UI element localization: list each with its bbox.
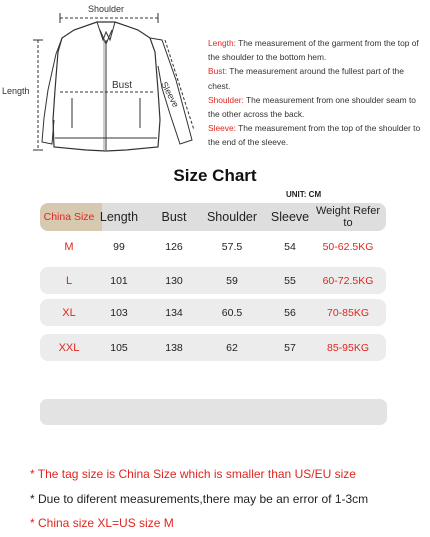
definition-text: The measurement from the top of the shoulder to the end of the sleeve. [208, 123, 421, 148]
definition-text: The measurement from one shoulder seam to the other across the back. [208, 94, 416, 120]
shoulder-cell: 59 [226, 274, 238, 287]
size-notes [30, 462, 368, 536]
sleeve-cell: 54 [284, 240, 296, 253]
definition-term: Sleeve: [208, 123, 236, 134]
definition-length [208, 36, 426, 64]
jacket-outline-image [0, 0, 205, 165]
size-cell: L [65, 274, 73, 287]
header-china-size: China Size [43, 211, 95, 223]
blank-row-bar [40, 399, 387, 425]
shoulder-cell: 62 [226, 341, 238, 354]
sleeve-cell: 55 [284, 274, 296, 287]
weight-cell: 70-85KG [326, 306, 370, 319]
size-cell: M [64, 240, 74, 253]
definition-shoulder [208, 93, 426, 121]
sleeve-cell: 56 [284, 306, 296, 319]
weight-cell: 85-95KG [326, 341, 370, 354]
shoulder-cell: 57.5 [221, 240, 243, 253]
shoulder-label: Shoulder [88, 4, 125, 14]
sleeve-cell: 57 [284, 341, 296, 354]
note-size-conversion: * China size XL=US size M [30, 516, 174, 530]
unit-label: UNIT: CM [286, 190, 322, 199]
definition-sleeve [208, 121, 426, 149]
length-cell: 103 [110, 306, 128, 319]
size-cell: XL [62, 306, 76, 319]
header-shoulder: Shoulder [206, 210, 258, 224]
bust-cell: 134 [165, 306, 183, 319]
note-tag-size: * The tag size is China Size which is smaller than US/EU size [30, 467, 356, 481]
definition-term: Length: [208, 38, 236, 48]
bust-label: Bust [112, 80, 133, 91]
table-row [40, 233, 386, 260]
definition-text: The measurement of the garment from the top of the shoulder to the bottom hem. [208, 38, 419, 63]
table-row [40, 267, 386, 294]
header-sleeve: Sleeve [270, 210, 310, 224]
length-label: Length [2, 86, 30, 96]
bust-cell: 130 [165, 274, 183, 287]
length-cell: 105 [110, 341, 128, 354]
length-cell: 99 [113, 240, 125, 253]
measurement-definitions [208, 36, 426, 150]
shoulder-cell: 60.5 [221, 306, 243, 319]
length-cell: 101 [110, 274, 128, 287]
weight-cell: 60-72.5KG [322, 274, 374, 287]
header-length: Length [99, 210, 139, 224]
header-bust: Bust [161, 210, 187, 224]
note-measurement-error: * Due to diferent measurements,there may be an error of 1-3cm [30, 491, 369, 506]
size-chart-title: Size Chart [173, 166, 257, 185]
table-row [40, 299, 386, 326]
sleeve-label: Sleeve [159, 80, 181, 110]
definition-text: The measurement around the fullest part of the chest. [208, 66, 404, 91]
definition-term: Bust: [208, 66, 228, 77]
jacket-diagram [0, 0, 205, 165]
bust-cell: 138 [165, 341, 183, 354]
definition-bust [208, 64, 426, 92]
bust-cell: 126 [165, 240, 183, 253]
definition-term: Shoulder: [208, 94, 244, 105]
weight-cell: 50-62.5KG [322, 240, 374, 253]
size-table-header [40, 203, 386, 231]
header-weight: Weight Refer to [316, 205, 380, 229]
size-cell: XXL [58, 341, 80, 354]
table-row [40, 334, 386, 361]
